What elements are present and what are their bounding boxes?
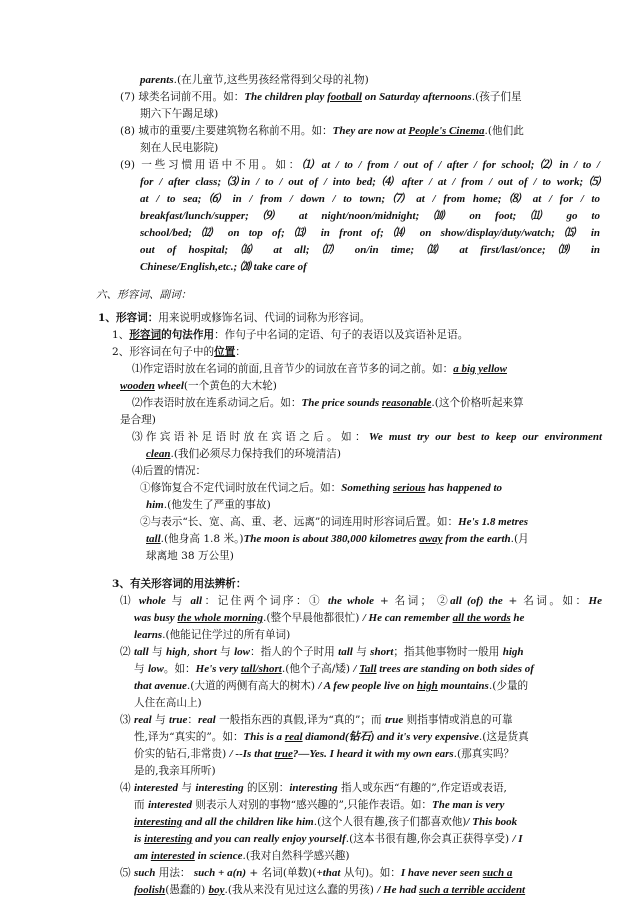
text-span: ⑵作表语时放在连系动词之后。如： (132, 397, 302, 409)
text-span: .(月 (510, 533, 529, 545)
underlined-text: interesting (144, 833, 193, 845)
english-example-text: interesting (195, 782, 244, 794)
text-line (120, 781, 602, 796)
underlined-text: a big yellow (453, 363, 507, 375)
english-example-text: / This book (466, 816, 518, 828)
english-example-text: low (234, 646, 251, 658)
text-line (140, 175, 600, 190)
text-line (134, 679, 602, 694)
text-span: + 名词。如： (502, 595, 589, 607)
text-span: 从句)。如： (340, 867, 401, 879)
underlined-text: true (274, 748, 293, 760)
english-example-text: breakfast/lunch/supper; ⑼ at night/noon/midnight; ⑽ on foot; ⑾ go to (140, 210, 600, 222)
text-span: 一般指东西的真假,译为“真的”；而 (215, 714, 385, 726)
text-span: 是的,我亲耳所听) (134, 765, 216, 777)
english-example-text: has happened to (425, 482, 503, 494)
english-example-text: / --Is that (229, 748, 275, 760)
english-example-text: interesting (289, 782, 338, 794)
english-example-text: The price sounds (301, 397, 382, 409)
underlined-text: all the words (452, 612, 511, 624)
text-line (140, 73, 600, 88)
text-line (120, 645, 602, 660)
english-example-text: true (384, 714, 404, 726)
english-example-text: him (146, 499, 164, 511)
english-example-text: all (of) the (450, 595, 503, 607)
text-span: 期六下午踢足球) (140, 108, 219, 120)
english-example-text: / (353, 663, 360, 675)
english-example-text: for / after class; ⑶in / to / out of / into bed; ⑷ after / at / from / out of / to work; ⑸ (140, 176, 600, 188)
text-span: + 名词(单数)( (246, 867, 317, 879)
text-line (140, 209, 600, 224)
text-span: ： (235, 346, 246, 358)
text-span: 是合理) (120, 414, 156, 426)
underlined-text: foolish (134, 884, 166, 896)
text-span: 与 (216, 646, 235, 658)
underlined-text: clean (146, 448, 171, 460)
text-span: ⑴ (120, 595, 139, 607)
english-example-text: tall (133, 646, 149, 658)
text-span: 的区别： (243, 782, 290, 794)
english-example-text: low (147, 663, 164, 675)
english-example-text: learns (134, 629, 163, 641)
text-line (134, 764, 602, 779)
text-line (140, 481, 602, 496)
text-span: 则指事情或消息的可靠 (403, 714, 513, 726)
english-example-text: +that (316, 867, 341, 879)
text-line (96, 288, 396, 303)
text-span: 。如： (163, 663, 196, 675)
english-example-text: He's 1.8 metres (458, 516, 529, 528)
text-line (140, 515, 602, 530)
underlined-text: interested (150, 850, 195, 862)
text-line (146, 549, 606, 564)
text-span: 价实的钻石,非常贵) (134, 748, 230, 760)
text-line (140, 107, 600, 122)
text-span: .(他发生了严重的事故) (163, 499, 271, 511)
underlined-text: the whole morning (177, 612, 263, 624)
text-span: 人住在高山上) (134, 697, 202, 709)
underlined-text: interesting (134, 816, 183, 828)
english-example-text: such (133, 867, 156, 879)
text-span: .(我从来没有见过这么蠢的男孩) (224, 884, 378, 896)
text-span: .(整个早晨他都很忙) (262, 612, 363, 624)
text-span: 3、有关形容词的用法辨析： (112, 578, 247, 590)
english-example-text: mountains (437, 680, 489, 692)
text-span: ⑷后置的情况： (132, 465, 207, 477)
english-example-text: interested (133, 782, 178, 794)
underlined-text: high (416, 680, 438, 692)
text-line (112, 577, 602, 592)
english-example-text: tall (338, 646, 353, 658)
text-span: 与 (165, 595, 191, 607)
english-example-text: diamond(钻石) and it's very expensive (302, 731, 479, 743)
underlined-text: such a terrible accident (419, 884, 526, 896)
text-span: 与 (134, 663, 148, 675)
text-span: (9) 一些习惯用语中不用。如： (120, 159, 303, 171)
english-example-text: whole (138, 595, 166, 607)
text-line (140, 243, 600, 258)
text-span: .(他们此 (484, 125, 524, 137)
english-example-text: is (134, 833, 145, 845)
english-example-text: trees are standing on both sides of (376, 663, 534, 675)
text-span: .(大道的两侧有高大的树木) (186, 680, 319, 692)
english-example-text: such + a(n) (193, 867, 247, 879)
text-span: 与 (148, 646, 166, 658)
english-example-text: and you can really enjoy yourself (192, 833, 346, 845)
text-span: ⑷ (120, 782, 134, 794)
english-example-text: high (502, 646, 524, 658)
text-span: (愚蠢的) (165, 884, 209, 896)
text-line (140, 192, 600, 207)
text-line (134, 832, 602, 847)
english-example-text: real (133, 714, 152, 726)
text-span: .(那真实吗？ (453, 748, 515, 760)
text-span: 六、形容词、副词： (96, 289, 192, 301)
text-span: 而 (134, 799, 148, 811)
text-line (134, 628, 602, 643)
english-example-text: school/bed; ⑿ on top of; ⒀ in front of; ⒁ on show/display/duty/watch; ⒂ in (140, 227, 600, 239)
text-span: ：记住两个词序：① (202, 595, 328, 607)
english-example-text: true (169, 714, 188, 726)
text-line (140, 226, 600, 241)
underlined-text: serious (392, 482, 426, 494)
text-span: 球离地 38 万公里) (146, 550, 234, 562)
underlined-text: boy (208, 884, 225, 896)
underlined-text: football (327, 91, 362, 103)
text-span: .(这个价格听起来算 (431, 397, 524, 409)
text-span: + 名词； ② (374, 595, 451, 607)
english-example-text: interested (147, 799, 192, 811)
text-span: 与 (177, 782, 196, 794)
text-line (134, 730, 602, 745)
english-example-text: the whole (327, 595, 375, 607)
text-line (134, 696, 602, 711)
text-line (134, 849, 602, 864)
text-span: ⑵ (120, 646, 134, 658)
english-example-text: This is a (243, 731, 285, 743)
text-span: .(他能记住学过的所有单词) (162, 629, 291, 641)
text-span: .(这本书很有趣,你会真正获得享受) (345, 833, 513, 845)
english-example-text: real (197, 714, 216, 726)
underlined-text: such a (482, 867, 513, 879)
text-span: ②与表示“长、宽、高、重、老、远离”的词连用时形容词后置。如： (140, 516, 459, 528)
text-line (132, 362, 602, 377)
text-span: , (186, 646, 194, 658)
english-example-text: The children play (244, 91, 328, 103)
underlined-text: People's Cinema (408, 125, 485, 137)
text-line (98, 311, 598, 326)
text-line (120, 713, 602, 728)
text-span: 2、形容词在句子中的 (112, 346, 215, 358)
text-line (134, 747, 602, 762)
text-span: ①修饰复合不定代词时放在代词之后。如： (140, 482, 342, 494)
english-example-text: Chinese/English,etc.; ⒇ take care of (140, 261, 307, 273)
english-example-text: he (510, 612, 525, 624)
english-example-text: on Saturday afternoons (361, 91, 472, 103)
text-span: ⑸ (120, 867, 134, 879)
text-line (120, 90, 600, 105)
english-example-text: ⑴ at / to / from / out of / after / for school; ⑵ in / to / (302, 159, 600, 171)
english-example-text: at / to sea; ⑹ in / from / down / to town; ⑺ at / from home; ⑻ at / for / to (140, 193, 600, 205)
text-line (134, 815, 602, 830)
underlined-text: wooden (120, 380, 155, 392)
english-example-text: short (370, 646, 394, 658)
underlined-text: 位置 (214, 346, 236, 358)
english-example-text: / I (512, 833, 523, 845)
underlined-text: away (419, 533, 443, 545)
text-line (146, 447, 606, 462)
text-line (132, 430, 602, 445)
english-example-text: / A few people live on (318, 680, 417, 692)
text-line (120, 594, 602, 609)
text-span: 用来说明或修饰名词、代词的词称为形容词。 (158, 312, 371, 324)
text-span: .(我们必须尽力保持我们的环境清洁) (170, 448, 341, 460)
text-span: .(这个人很有趣,孩子们都喜欢他) (313, 816, 467, 828)
text-line (120, 866, 602, 881)
english-example-text: / He can remember (362, 612, 453, 624)
english-example-text: We must try our best to keep our environment (368, 431, 602, 443)
english-example-text: am (134, 850, 151, 862)
english-example-text: I have never seen (400, 867, 483, 879)
text-line (134, 611, 602, 626)
underlined-text: Tall (359, 663, 377, 675)
text-span: (一个黄色的大木轮) (183, 380, 277, 392)
english-example-text: that avenue (134, 680, 187, 692)
english-example-text: from the earth (442, 533, 511, 545)
text-line (120, 379, 600, 394)
text-line (112, 345, 602, 360)
text-span: ： (187, 714, 198, 726)
text-line (140, 141, 600, 156)
english-example-text: The moon is about 380,000 kilometres (243, 533, 420, 545)
english-example-text: high (165, 646, 187, 658)
text-span: ⑶作宾语补足语时放在宾语之后。如： (132, 431, 369, 443)
text-span: 1、 (112, 329, 130, 341)
english-example-text: and all the children like him (182, 816, 314, 828)
text-span: 指人或东西“有趣的”,作定语或表语, (337, 782, 507, 794)
text-line (120, 413, 600, 428)
text-span: 的句法作用 (161, 329, 215, 341)
text-span: .(少量的 (488, 680, 529, 692)
text-span: 性,译为“真实的”。如： (134, 731, 244, 743)
text-span: ⑶ (120, 714, 134, 726)
text-span: .(这是货真 (478, 731, 529, 743)
underlined-text: reasonable (381, 397, 432, 409)
underlined-text: tall (146, 533, 161, 545)
english-example-text: He (588, 595, 602, 607)
text-span: .(在儿童节,这些男孩经常得到父母的礼物) (173, 74, 369, 86)
underlined-text: 形容词 (129, 329, 162, 341)
text-span: (7) 球类名词前不用。如： (120, 91, 245, 103)
underlined-text: tall/short (240, 663, 282, 675)
text-line (132, 464, 602, 479)
text-line (134, 662, 602, 677)
english-example-text: out of hospital; ⒃ at all; ⒄ on/in time; ⒅ at first/last/once; ⒆ in (140, 244, 600, 256)
text-span: ：作句子中名词的定语、句子的表语以及宾语补足语。 (214, 329, 469, 341)
text-span: ；指其他事物时一般用 (393, 646, 503, 658)
english-example-text: wheel (154, 380, 184, 392)
english-example-text: He's very (195, 663, 241, 675)
text-span: 与 (352, 646, 371, 658)
text-line (134, 798, 602, 813)
text-line (120, 124, 600, 139)
text-span: 用法： (155, 867, 194, 879)
english-example-text: was busy (134, 612, 178, 624)
text-span: 与 (151, 714, 170, 726)
text-line (112, 328, 602, 343)
text-span: (8) 城市的重要/主要建筑物名称前不用。如： (120, 125, 333, 137)
english-example-text: in science (194, 850, 243, 862)
english-example-text: ?—Yes. I heard it with my own ears (292, 748, 454, 760)
text-line (146, 532, 606, 547)
text-span: .(我对自然科学感兴趣) (242, 850, 350, 862)
text-span: .(他身高 1.8 米。) (160, 533, 244, 545)
text-line (120, 158, 600, 173)
text-line (140, 260, 600, 275)
text-span: 刻在人民电影院) (140, 142, 219, 154)
english-example-text: parents (140, 74, 174, 86)
text-span: .(他个子高/矮) (281, 663, 354, 675)
text-line (134, 883, 602, 898)
text-span: ⑴作定语时放在名词的前面,且音节少的词放在音节多的词之前。如： (132, 363, 454, 375)
text-line (132, 396, 602, 411)
text-span: ：指人的个子时用 (250, 646, 339, 658)
text-line (146, 498, 606, 513)
underlined-text: real (284, 731, 303, 743)
text-span: .(孩子们星 (471, 91, 522, 103)
text-span: 则表示人对别的事物“感兴趣的”,只能作表语。如： (191, 799, 433, 811)
english-example-text: Something (341, 482, 393, 494)
text-span: 1、形容词： (98, 312, 159, 324)
english-example-text: The man is very (432, 799, 505, 811)
english-example-text: / He had (377, 884, 420, 896)
english-example-text: short (193, 646, 217, 658)
english-example-text: They are now at (332, 125, 409, 137)
english-example-text: all (190, 595, 203, 607)
